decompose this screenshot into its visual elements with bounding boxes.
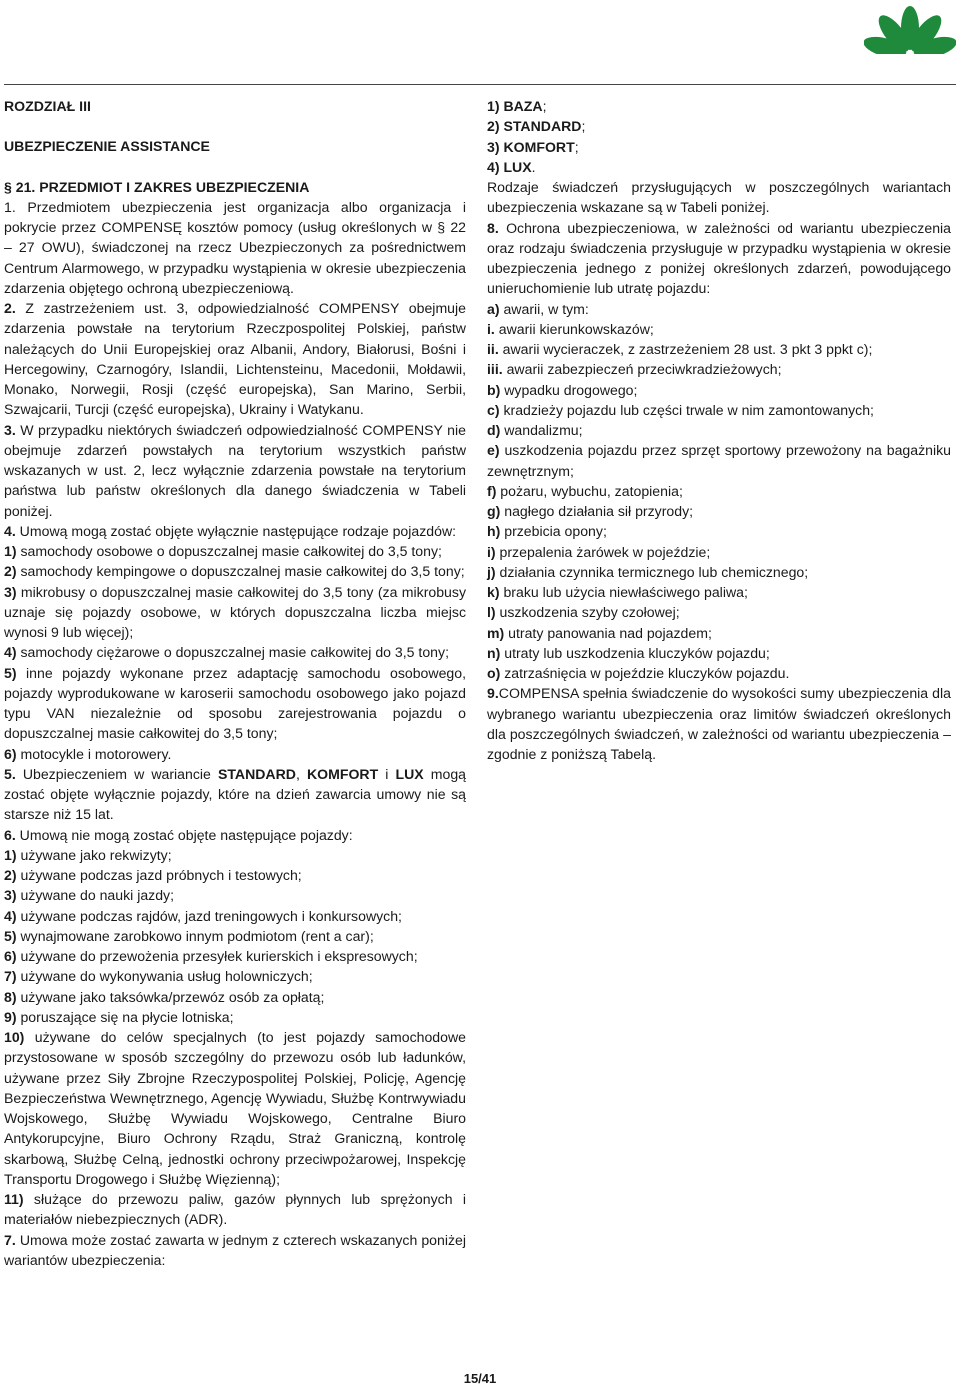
variant-item — [487, 157, 951, 177]
clause-text: Z zastrzeżeniem ust. 3, odpowiedzialność COMPENSY obejmuje zdarzenia powstałe na terytorium Rzeczpospolitej Polskiej, państw należących do Unii Europejskiej oraz Albanii, Andory, Białorusi, Bośni i Hercegowiny, Czarnogóry, Islandii, Lichtensteinu, Macedonii, Mołdawii, Monako, Norwegii, Rosji (część europejska), San Marino, Serbii, Szwajcarii, Turcji (część europejska), Ukrainy i Watykanu. — [4, 300, 466, 418]
item-text: używane podczas jazd próbnych i testowych; — [16, 867, 302, 883]
item-number: c) — [487, 401, 500, 418]
list-item — [4, 642, 466, 662]
clause-number: 4. — [4, 522, 16, 539]
list-item — [4, 663, 466, 744]
excluded-vehicles-list — [4, 845, 466, 1230]
item-number: 4) — [4, 907, 17, 924]
item-number: g) — [487, 503, 501, 519]
list-item — [487, 319, 951, 339]
clause-text: i — [378, 765, 396, 782]
list-item — [487, 299, 951, 319]
clause-text: mogą zostać objęte wyłącznie pojazdy, które na dzień zawarcia umowy nie są starsze niż 15 lat. — [4, 765, 466, 823]
item-number: d) — [487, 422, 501, 438]
item-number: n) — [487, 644, 501, 661]
item-number: ii. — [487, 341, 499, 357]
variant-number: 4) — [487, 158, 504, 175]
variant-name: STANDARD — [503, 118, 582, 135]
clause-3 — [4, 420, 466, 521]
clause-text: Ochrona ubezpieczeniowa, w zależności od wariantu ubezpieczenia oraz rodzaju świadczenia przysługuje w przypadku wystąpienia w okresie ubezpieczenia jednego z poniżej określonych zdarzeń, powodującego unieruchomienie lub utratę pojazdu: — [487, 219, 951, 297]
item-text: mikrobusy o dopuszczalnej masie całkowitej do 3,5 tony (za mikrobusy uznaje się pojazdy osobowe, w których dopuszczalna liczba miejsc wynosi 9 lub więcej); — [4, 583, 466, 640]
item-text: używane do wykonywania usług holowniczych; — [16, 968, 313, 985]
item-number: 2) — [4, 867, 17, 883]
item-number: 11) — [4, 1191, 24, 1207]
item-number: a) — [487, 300, 500, 317]
clause-5 — [4, 764, 466, 825]
variant-name: BAZA — [503, 98, 543, 114]
chapter-heading: ROZDZIAŁ III — [4, 98, 91, 114]
list-item — [487, 643, 951, 663]
item-number: h) — [487, 523, 501, 540]
list-item — [487, 562, 951, 582]
item-number: 8) — [4, 988, 17, 1005]
item-text: wandalizmu; — [500, 422, 583, 438]
item-number: o) — [487, 665, 501, 681]
list-item — [487, 501, 951, 521]
item-text: awarii wycieraczek, z zastrzeżeniem 28 ust. 3 pkt 3 ppkt c); — [498, 341, 873, 357]
fan-petals-icon — [864, 4, 956, 54]
item-text: używane jako rekwizyty; — [16, 846, 172, 863]
item-number: 3) — [4, 887, 17, 904]
item-number: b) — [487, 381, 501, 398]
item-text: utraty panowania nad pojazdem; — [504, 624, 712, 641]
variants-note: Rodzaje świadczeń przysługujących w poszczególnych wariantach ubezpieczenia wskazane są w Tabeli poniżej. — [487, 179, 951, 216]
clause-9 — [487, 683, 951, 764]
clause-text: Umowa może zostać zawarta w jednym z czterech wskazanych poniżej wariantów ubezpieczenia: — [4, 1231, 466, 1268]
clause-number: 5. — [4, 765, 16, 782]
variant-item — [487, 96, 951, 116]
list-item — [487, 420, 951, 440]
paragraph-heading: § 21. PRZEDMIOT I ZAKRES UBEZPIECZENIA — [4, 178, 310, 195]
variant-end: ; — [542, 98, 547, 114]
list-item — [487, 339, 951, 359]
clause-text: , — [295, 765, 307, 782]
list-item — [4, 541, 466, 561]
item-text: wynajmowane zarobkowo innym podmiotom (rent a car); — [16, 927, 374, 944]
item-number: k) — [487, 584, 500, 600]
clause-number: 8. — [487, 219, 499, 236]
item-text: braku lub użycia niewłaściwego paliwa; — [499, 584, 748, 600]
item-number: 7) — [4, 968, 17, 985]
list-item — [487, 359, 951, 379]
item-text: uszkodzenia szyby czołowej; — [495, 604, 680, 621]
vehicle-types-list — [4, 541, 466, 764]
item-text: zatrzaśnięcia w pojeździe kluczyków pojazdu. — [500, 665, 790, 681]
list-item — [487, 623, 951, 643]
item-number: f) — [487, 482, 497, 499]
clause-7 — [4, 1230, 466, 1271]
right-column — [487, 96, 951, 764]
clause-2 — [4, 298, 466, 420]
variant-item — [487, 137, 951, 157]
variant-end: ; — [581, 118, 586, 135]
list-item — [4, 865, 466, 885]
variant-lux: LUX — [395, 765, 424, 782]
list-item — [487, 582, 951, 602]
clause-1: 1. Przedmiotem ubezpieczenia jest organizacja albo organizacja i pokrycie przez COMPENSĘ kosztów pomocy (usług określonych w § 22 – 27 OWU), świadczonej na rzecz Ubezpieczonych za pośrednictwem Centrum Alarmowego, w przypadku wystąpienia w okresie ubezpieczenia zdarzenia objętego ochroną ubezpieczeniową. — [4, 198, 466, 296]
list-item — [487, 663, 951, 683]
item-text: pożaru, wybuchu, zatopienia; — [496, 482, 683, 499]
item-number: i. — [487, 320, 495, 337]
list-item — [487, 542, 951, 562]
item-text: poruszające się na płycie lotniska; — [16, 1008, 234, 1025]
variant-number: 1) — [487, 98, 504, 114]
list-item — [4, 1027, 466, 1189]
item-number: e) — [487, 442, 500, 459]
clause-text: COMPENSA spełnia świadczenie do wysokości sumy ubezpieczenia dla wybranego wariantu ubezpieczenia oraz limitów świadczeń określonych dla poszczególnych świadczeń, w zależności od wariantu ubezpieczenia – zgodnie z poniższą Tabelą. — [487, 685, 951, 762]
item-text: kradzieży pojazdu lub części trwale w nim zamontowanych; — [499, 401, 874, 418]
list-item — [4, 966, 466, 986]
clause-number: 6. — [4, 826, 16, 843]
item-text: używane do celów specjalnych (to jest pojazdy samochodowe przystosowane w sposób szczególny do przewozu osób lub ładunków, używane przez Siły Zbrojne Rzeczypospolitej Polskiej, Policję, Agencję Bezpieczeństwa Wewnętrznego, Agencję Wywiadu, Służbę Kontrwywiadu Wojskowego, Służbę Wywiadu Wojskowego, Centralne Biuro Antykorupcyjne, Biuro Ochrony Rządu, Straż Graniczną, kontrolę skarbową, Służbę Celną, jednostki ochrony przeciwpożarowej, Inspekcję Transportu Drogowego i Służbę Więzienną); — [4, 1029, 466, 1187]
list-item — [487, 380, 951, 400]
item-text: służące do przewozu paliw, gazów płynnych lub sprężonych i materiałów niebezpiecznych (ADR). — [4, 1191, 466, 1228]
variant-komfort: KOMFORT — [306, 765, 379, 782]
clause-text: W przypadku niektórych świadczeń odpowiedzialność COMPENSY nie obejmuje zdarzeń powstałych na terytorium wszystkich państw wskazanych w ust. 2, lecz wyłącznie zdarzenia powstałe na terytorium państwa lub państw określonych dla danego świadczenia w Tabeli poniżej. — [4, 421, 466, 519]
item-text: motocykle i motorowery. — [16, 745, 172, 762]
list-item — [4, 561, 466, 581]
list-item — [4, 845, 466, 865]
events-list — [487, 299, 951, 684]
item-number: 2) — [4, 563, 17, 580]
clause-number: 9. — [487, 685, 499, 702]
item-text: awarii kierunkowskazów; — [494, 320, 654, 337]
item-text: używane jako taksówka/przewóz osób za opłatą; — [16, 988, 325, 1005]
item-number: 1) — [4, 543, 17, 559]
left-column — [4, 96, 466, 1270]
clause-8 — [487, 218, 951, 299]
item-text: samochody ciężarowe o dopuszczalnej masie całkowitej do 3,5 tony; — [16, 644, 449, 661]
item-number: i) — [487, 543, 496, 560]
clause-text: Umową mogą zostać objęte wyłącznie następujące rodzaje pojazdów: — [15, 522, 457, 539]
item-text: samochody kempingowe o dopuszczalnej masie całkowitej do 3,5 tony; — [16, 563, 465, 580]
clause-6 — [4, 825, 466, 845]
variant-number: 2) — [487, 118, 504, 135]
item-text: inne pojazdy wykonane przez adaptację samochodu osobowego, pojazdy wyprodukowane w karoserii samochodu osobowego jako pojazd typu VAN niezależnie od sposobu zarejestrowania pojazdu o dopuszczalnej masie całkowitej do 3,5 tony; — [4, 664, 466, 742]
item-number: 6) — [4, 948, 17, 964]
item-text: uszkodzenia pojazdu przez sprzęt sportowy przewożony na bagażniku zewnętrznym; — [487, 442, 951, 479]
item-number: 4) — [4, 644, 17, 661]
item-number: 5) — [4, 664, 17, 681]
header-divider — [4, 84, 956, 85]
item-text: przepalenia żarówek w pojeździe; — [495, 543, 711, 560]
variant-standard: STANDARD — [217, 765, 296, 782]
item-text: używane do przewożenia przesyłek kurierskich i ekspresowych; — [16, 948, 418, 964]
list-item — [4, 744, 466, 764]
list-item — [4, 926, 466, 946]
item-text: wypadku drogowego; — [500, 381, 638, 398]
list-item — [4, 1007, 466, 1027]
item-text: utraty lub uszkodzenia kluczyków pojazdu; — [500, 644, 770, 661]
item-text: nagłego działania sił przyrody; — [500, 503, 694, 519]
list-item — [4, 987, 466, 1007]
item-number: 10) — [4, 1029, 25, 1045]
item-number: 9) — [4, 1008, 17, 1025]
list-item — [4, 906, 466, 926]
item-text: używane podczas rajdów, jazd treningowych i konkursowych; — [16, 907, 402, 924]
variant-name: LUX — [503, 158, 532, 175]
item-number: 5) — [4, 927, 17, 944]
item-number: iii. — [487, 361, 503, 378]
list-item — [487, 400, 951, 420]
variant-item — [487, 116, 951, 136]
item-number: m) — [487, 624, 505, 641]
clause-text: Ubezpieczeniem w wariancie — [15, 765, 218, 782]
item-text: awarii zabezpieczeń przeciwkradzieżowych; — [502, 361, 782, 378]
item-number: 6) — [4, 745, 17, 762]
item-text: używane do nauki jazdy; — [16, 887, 175, 904]
item-text: samochody osobowe o dopuszczalnej masie całkowitej do 3,5 tony; — [16, 543, 442, 559]
list-item — [487, 481, 951, 501]
item-text: przebicia opony; — [500, 523, 607, 540]
item-number: l) — [487, 604, 496, 621]
list-item — [4, 1189, 466, 1230]
item-text: działania czynnika termicznego lub chemicznego; — [495, 563, 809, 580]
list-item — [487, 602, 951, 622]
clause-4 — [4, 521, 466, 541]
page-number: 15/41 — [463, 1371, 497, 1386]
item-number: 1) — [4, 846, 17, 863]
list-item — [487, 440, 951, 481]
clause-number: 3. — [4, 421, 16, 438]
variant-end: . — [531, 158, 536, 175]
list-item — [4, 885, 466, 905]
list-item — [4, 582, 466, 643]
item-number: j) — [487, 563, 496, 580]
clause-number: 2. — [4, 300, 16, 316]
clause-number: 7. — [4, 1231, 16, 1248]
variants-list — [487, 96, 951, 177]
item-number: 3) — [4, 583, 17, 600]
variant-end: ; — [574, 138, 579, 155]
section-heading: UBEZPIECZENIE ASSISTANCE — [4, 138, 210, 155]
clause-text: Umową nie mogą zostać objęte następujące pojazdy: — [15, 826, 353, 843]
variant-name: KOMFORT — [503, 138, 575, 155]
list-item — [4, 946, 466, 966]
variant-number: 3) — [487, 138, 504, 155]
item-text: awarii, w tym: — [499, 300, 589, 317]
list-item — [487, 521, 951, 541]
